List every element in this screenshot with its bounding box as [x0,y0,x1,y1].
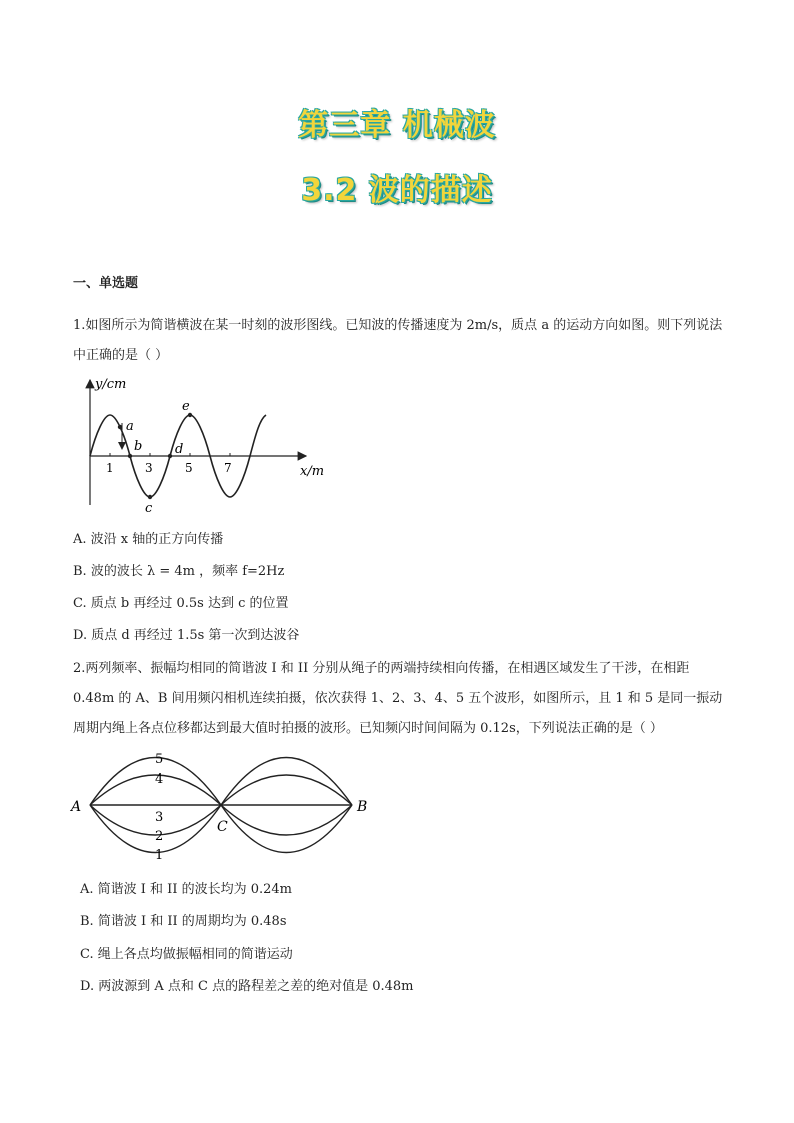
q1-option-d[interactable]: D. 质点 d 再经过 1.5s 第一次到达波谷 [73,628,300,643]
q1-option-b[interactable]: B. 波的波长 λ = 4m ，频率 f=2Hz [73,564,285,579]
q2-option-d[interactable]: D. 两波源到 A 点和 C 点的路程差之差的绝对值是 0.48m [80,979,414,994]
q2-label-1: 1 [155,848,164,863]
q1-y-label: y/cm [95,377,127,392]
q1-label-d: d [175,442,184,457]
q1-label-e: e [182,399,190,414]
q2-standing-wave-figure [68,745,378,865]
q2-label-2: 2 [155,829,164,844]
q1-label-b: b [134,439,143,454]
q2-option-a[interactable]: A. 简谐波 I 和 II 的波长均为 0.24m [80,882,292,897]
chapter-title: 第三章 机械波 [298,108,496,143]
q1-tick-7: 7 [224,461,232,475]
q1-tick-5: 5 [185,461,193,475]
q2-label-B: B [357,799,368,815]
q1-stem: 1.如图所示为简谐横波在某一时刻的波形图线。已知波的传播速度为 2m/s，质点 a 的运动方向如图。则下列说法中正确的是（ ） [73,318,723,363]
q2-label-A: A [71,799,82,815]
q1-x-label: x/m [300,464,325,479]
q1-label-c: c [145,501,153,516]
section-title: 3.2 波的描述 [301,173,493,208]
part-heading: 一、单选题 [73,276,139,291]
q2-stem: 2.两列频率、振幅均相同的简谐波 I 和 II 分别从绳子的两端持续相向传播，在相遇区域发生了干涉，在相距 0.48m 的 A、B 间用频闪相机连续拍摄，依次获得 1、2、3、4、5 五个波形，如图所示，且 1 和 5 是同一振动周期内绳上各点位移都达到最大值时拍摄的波形。已知频闪时间间隔为 0.12s，下列说法正确的是（ ） [73,661,723,736]
q1-wave-figure [68,375,338,520]
q1-option-a[interactable]: A. 波沿 x 轴的正方向传播 [73,532,224,547]
q1-tick-3: 3 [145,461,153,475]
q1-tick-1: 1 [106,461,114,475]
q2-label-C: C [217,819,228,835]
q2-curve-5 [90,758,352,806]
q2-label-4: 4 [155,772,164,787]
q2-label-3: 3 [155,810,164,825]
q1-point-b [128,454,132,458]
q2-option-b[interactable]: B. 简谐波 I 和 II 的周期均为 0.48s [80,914,287,929]
q1-point-d [168,454,172,458]
q1-option-c[interactable]: C. 质点 b 再经过 0.5s 达到 c 的位置 [73,596,289,611]
q2-curve-4 [90,775,352,805]
q2-label-5: 5 [155,752,164,767]
q1-label-a: a [126,419,134,434]
q1-point-c [148,495,152,499]
q2-option-c[interactable]: C. 绳上各点均做振幅相同的简谐运动 [80,947,293,962]
